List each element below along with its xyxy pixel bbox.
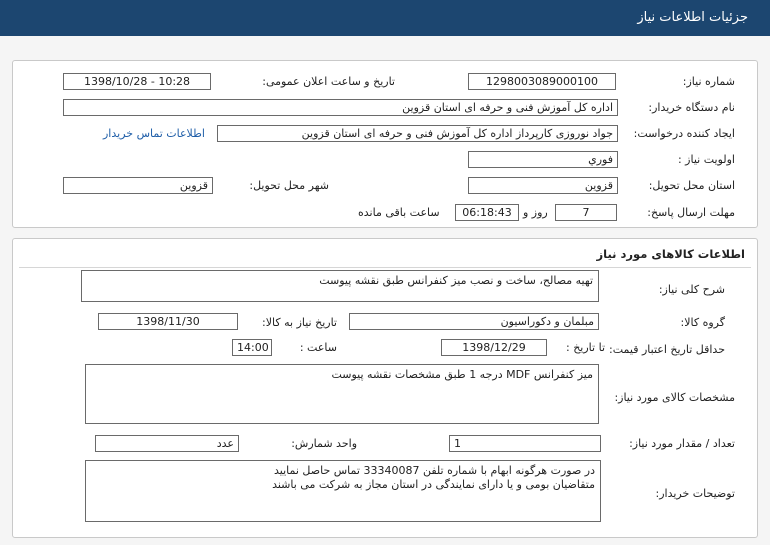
until-date-label: تا تاریخ : [566, 341, 605, 354]
unit-field: عدد [95, 435, 239, 452]
priority-label: اولویت نیاز : [677, 153, 735, 166]
announce-date-field: 1398/10/28 - 10:28 [63, 73, 211, 90]
page-header [0, 0, 770, 36]
goods-group-field: مبلمان و دکوراسیون [349, 313, 599, 330]
need-number-label: شماره نیاز: [682, 75, 735, 88]
goods-info-panel [12, 238, 758, 538]
unit-label: واحد شمارش: [291, 437, 357, 450]
city-label: شهر محل تحویل: [249, 179, 329, 192]
price-validity-label: حداقل تاریخ اعتبار قیمت: [609, 343, 725, 356]
need-info-panel [12, 60, 758, 228]
need-date-label: تاریخ نیاز به کالا: [262, 316, 337, 329]
buyer-notes-label: توضیحات خریدار: [655, 487, 735, 500]
deadline-label: مهلت ارسال پاسخ: [647, 206, 735, 219]
description-label: شرح کلی نیاز: [658, 283, 725, 296]
city-field: قزوین [63, 177, 213, 194]
announce-date-label: تاریخ و ساعت اعلان عمومی: [262, 75, 395, 88]
specs-label: مشخصات کالای مورد نیاز: [614, 391, 735, 404]
need-number-field: 1298003089000100 [468, 73, 616, 90]
buyer-contact-link[interactable]: اطلاعات تماس خریدار [103, 127, 205, 140]
until-date-field: 1398/12/29 [441, 339, 547, 356]
page-title: جزئیات اطلاعات نیاز [637, 10, 748, 25]
quantity-field: 1 [449, 435, 601, 452]
hour-field: 14:00 [232, 339, 272, 356]
section-divider [19, 267, 751, 268]
time-remaining-field: 06:18:43 [455, 204, 519, 221]
buyer-notes-field [85, 460, 601, 522]
goods-group-label: گروه کالا: [680, 316, 725, 329]
province-label: استان محل تحویل: [648, 179, 735, 192]
time-remaining-label: ساعت باقی مانده [358, 206, 440, 219]
days-field: 7 [555, 204, 617, 221]
creator-label: ایجاد کننده درخواست: [633, 127, 735, 140]
buyer-notes-line-2: متقاضیان بومی و یا دارای نمایندگی در استان مجاز به شرکت می باشند [272, 478, 595, 491]
province-field: قزوین [468, 177, 618, 194]
days-label: روز و [523, 206, 548, 219]
priority-field: فوري [468, 151, 618, 168]
need-date-field: 1398/11/30 [98, 313, 238, 330]
creator-field: جواد نوروزی کارپرداز اداره کل آموزش فنی و حرفه ای استان قزوین [217, 125, 618, 142]
buyer-org-field: اداره کل آموزش فنی و حرفه ای استان قزوین [63, 99, 618, 116]
quantity-label: تعداد / مقدار مورد نیاز: [629, 437, 735, 450]
buyer-notes-line-1: در صورت هرگونه ابهام با شماره تلفن 33340087 تماس حاصل نمایید [274, 464, 595, 477]
specs-field: میز کنفرانس MDF درجه 1 طبق مشخصات نقشه پیوست [85, 364, 599, 424]
buyer-org-label: نام دستگاه خریدار: [648, 101, 735, 114]
hour-label: ساعت : [299, 341, 337, 354]
description-field: تهیه مصالح، ساخت و نصب میز کنفرانس طبق نقشه پیوست [81, 270, 599, 302]
goods-section-title: اطلاعات کالاهای مورد نیاز [596, 247, 745, 261]
